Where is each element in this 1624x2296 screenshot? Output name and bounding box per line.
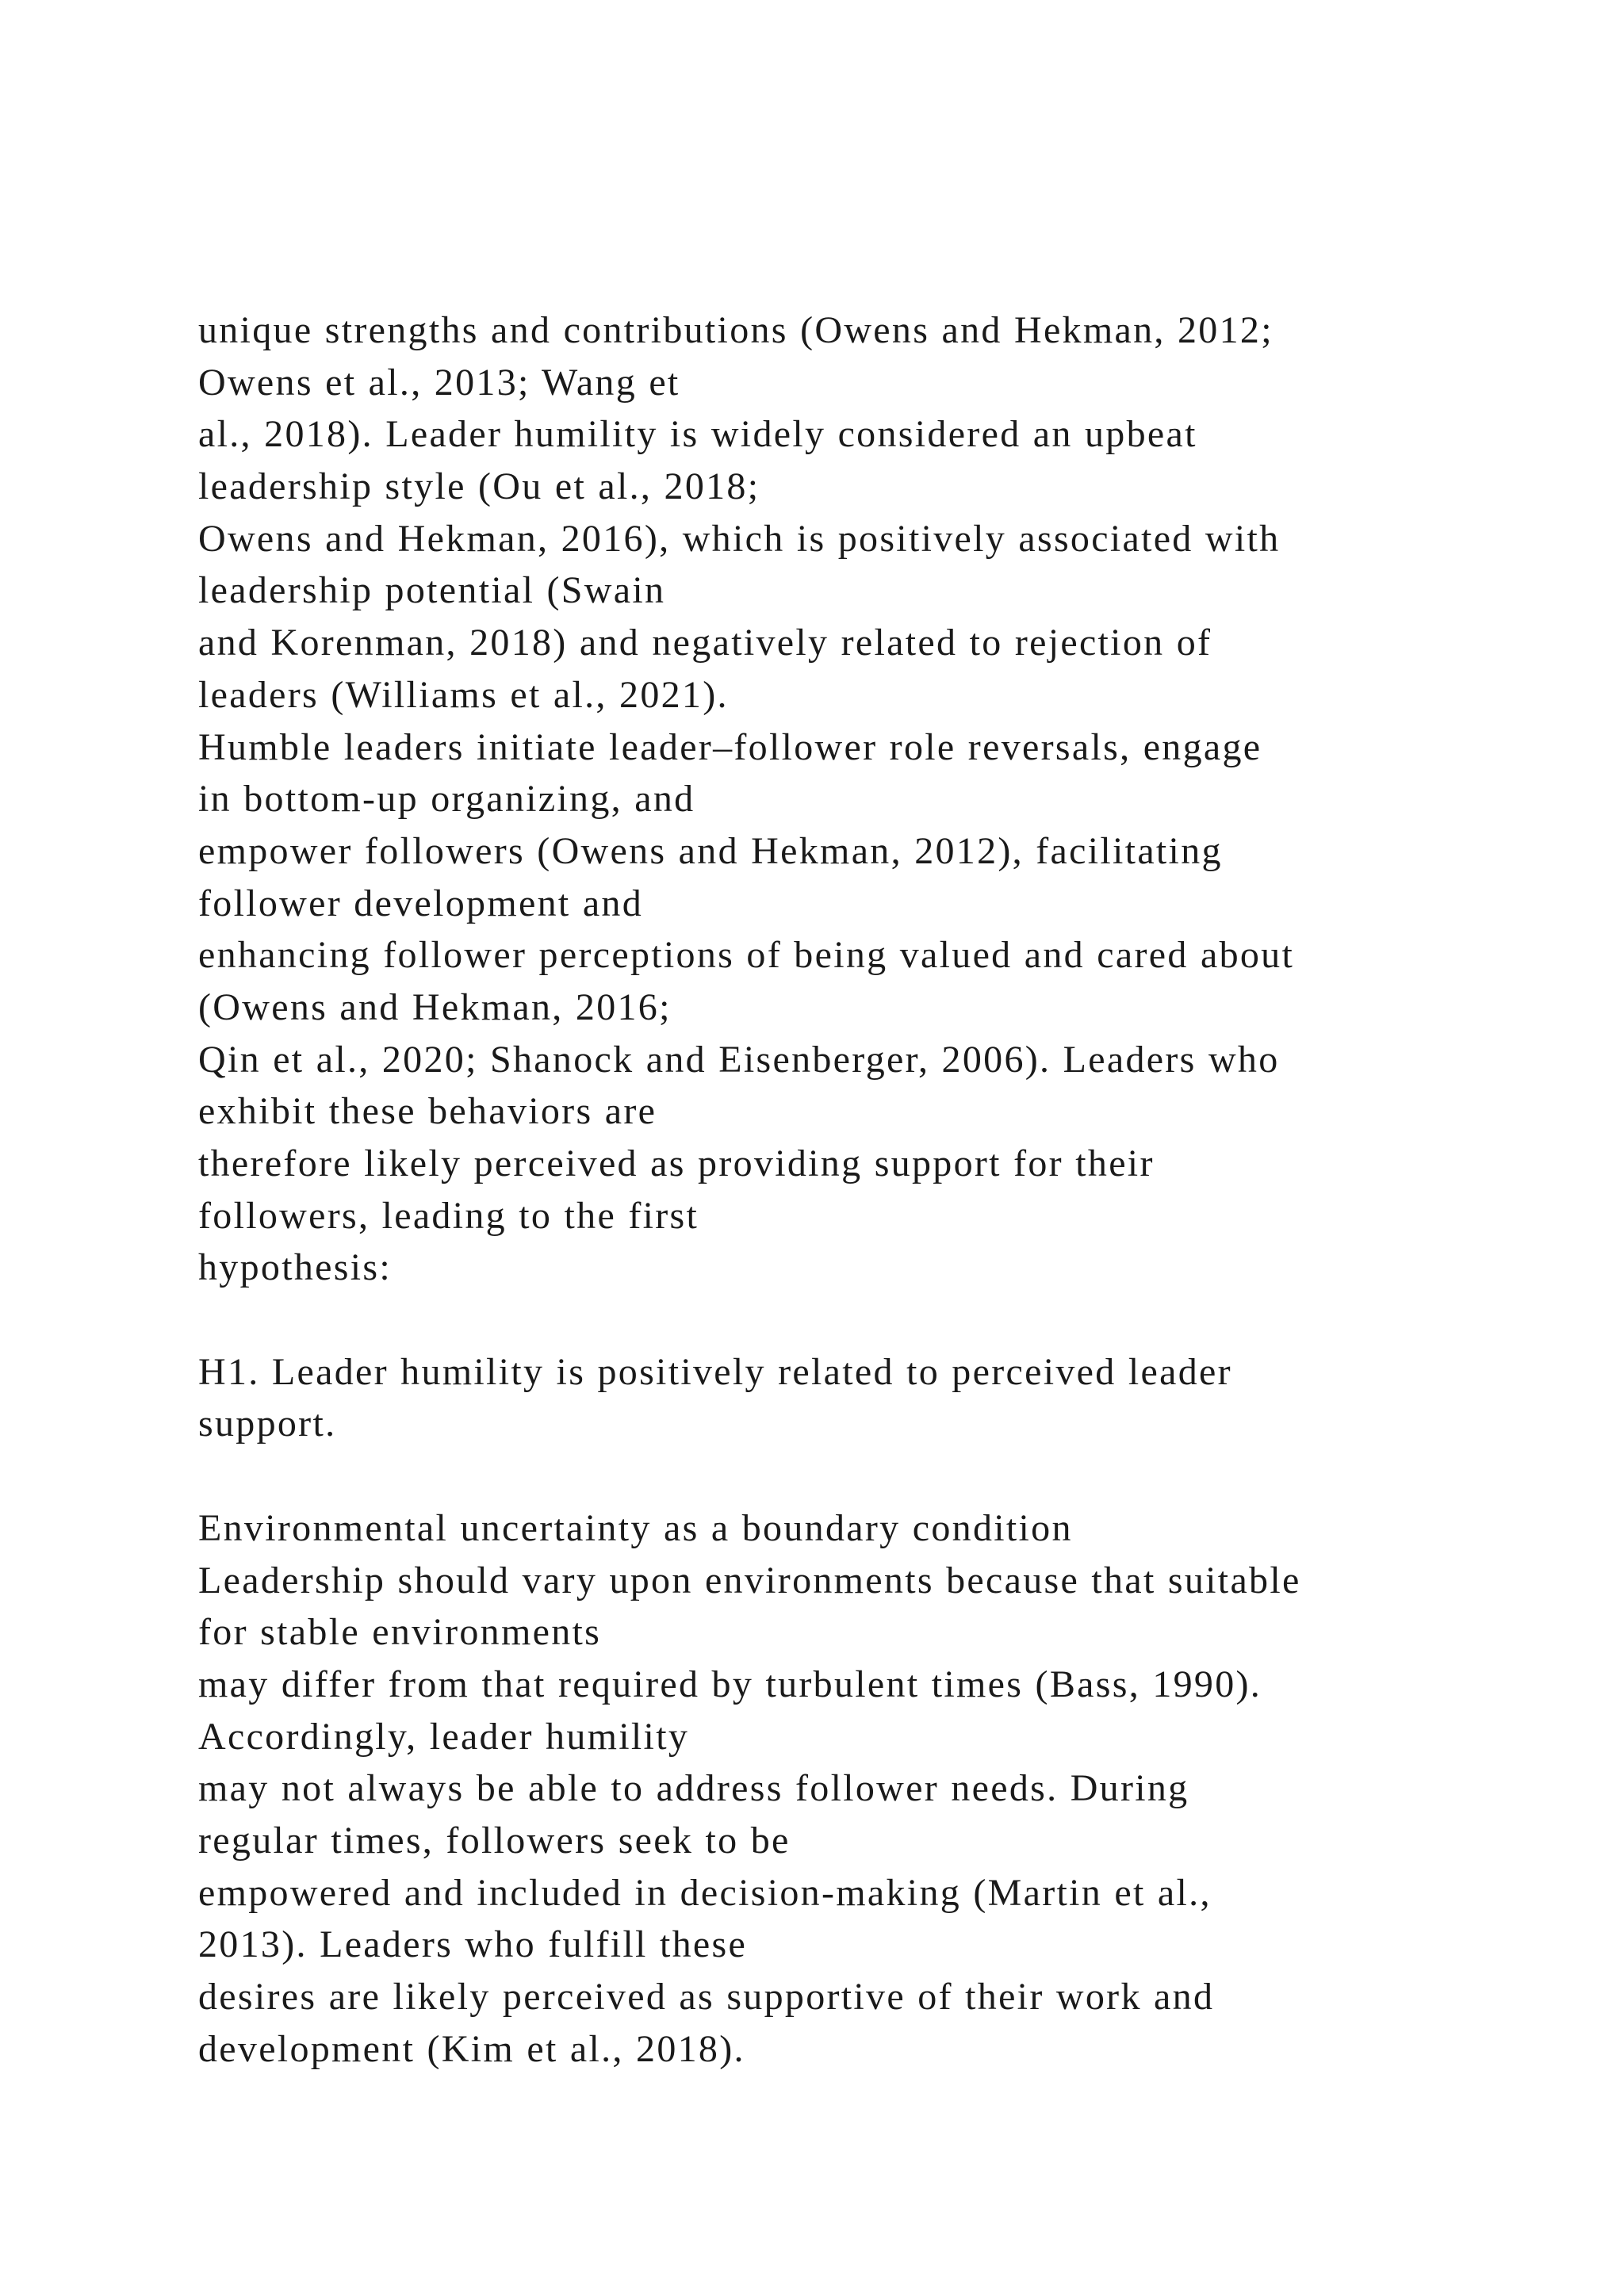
text-line: followers, leading to the first bbox=[198, 1194, 699, 1237]
text-line: empowered and included in decision-making (Martin et al., bbox=[198, 1871, 1212, 1914]
text-line: desires are likely perceived as supportive of their work and bbox=[198, 1976, 1215, 2018]
text-line: regular times, followers seek to be bbox=[198, 1819, 791, 1862]
text-line: therefore likely perceived as providing support for their bbox=[198, 1142, 1155, 1184]
text-line: (Owens and Hekman, 2016; bbox=[198, 985, 672, 1028]
body-text bbox=[198, 304, 1507, 2075]
section-heading: Environmental uncertainty as a boundary condition bbox=[198, 1506, 1073, 1549]
text-line: empower followers (Owens and Hekman, 2012), facilitating bbox=[198, 829, 1223, 872]
text-line: development (Kim et al., 2018). bbox=[198, 2027, 745, 2070]
text-line: may not always be able to address follower needs. During bbox=[198, 1767, 1189, 1810]
text-line: Leadership should vary upon environments because that suitable bbox=[198, 1559, 1301, 1601]
text-line: leadership potential (Swain bbox=[198, 569, 666, 612]
text-line: Humble leaders initiate leader–follower role reversals, engage bbox=[198, 725, 1262, 768]
blank-line bbox=[198, 1294, 1507, 1346]
hypothesis-line: support. bbox=[198, 1402, 337, 1445]
text-line: hypothesis: bbox=[198, 1246, 392, 1289]
blank-line bbox=[198, 1450, 1507, 1502]
text-line: unique strengths and contributions (Owens and Hekman, 2012; bbox=[198, 309, 1274, 351]
text-line: for stable environments bbox=[198, 1611, 602, 1654]
text-line: in bottom-up organizing, and bbox=[198, 778, 695, 821]
text-line: leaders (Williams et al., 2021). bbox=[198, 673, 729, 716]
text-line: 2013). Leaders who fulfill these bbox=[198, 1923, 748, 1966]
text-line: Qin et al., 2020; Shanock and Eisenberger, 2006). Leaders who bbox=[198, 1038, 1280, 1081]
text-line: Owens et al., 2013; Wang et bbox=[198, 361, 680, 404]
text-line: enhancing follower perceptions of being valued and cared about bbox=[198, 934, 1295, 977]
text-line: exhibit these behaviors are bbox=[198, 1090, 657, 1133]
text-line: Accordingly, leader humility bbox=[198, 1715, 690, 1758]
text-line: al., 2018). Leader humility is widely considered an upbeat bbox=[198, 413, 1197, 456]
text-line: and Korenman, 2018) and negatively related to rejection of bbox=[198, 622, 1212, 664]
text-line: Owens and Hekman, 2016), which is positively associated with bbox=[198, 517, 1281, 560]
text-line: may differ from that required by turbulent times (Bass, 1990). bbox=[198, 1663, 1262, 1705]
text-line: leadership style (Ou et al., 2018; bbox=[198, 465, 760, 508]
hypothesis-line: H1. Leader humility is positively related to perceived leader bbox=[198, 1350, 1232, 1393]
text-line: follower development and bbox=[198, 882, 644, 924]
